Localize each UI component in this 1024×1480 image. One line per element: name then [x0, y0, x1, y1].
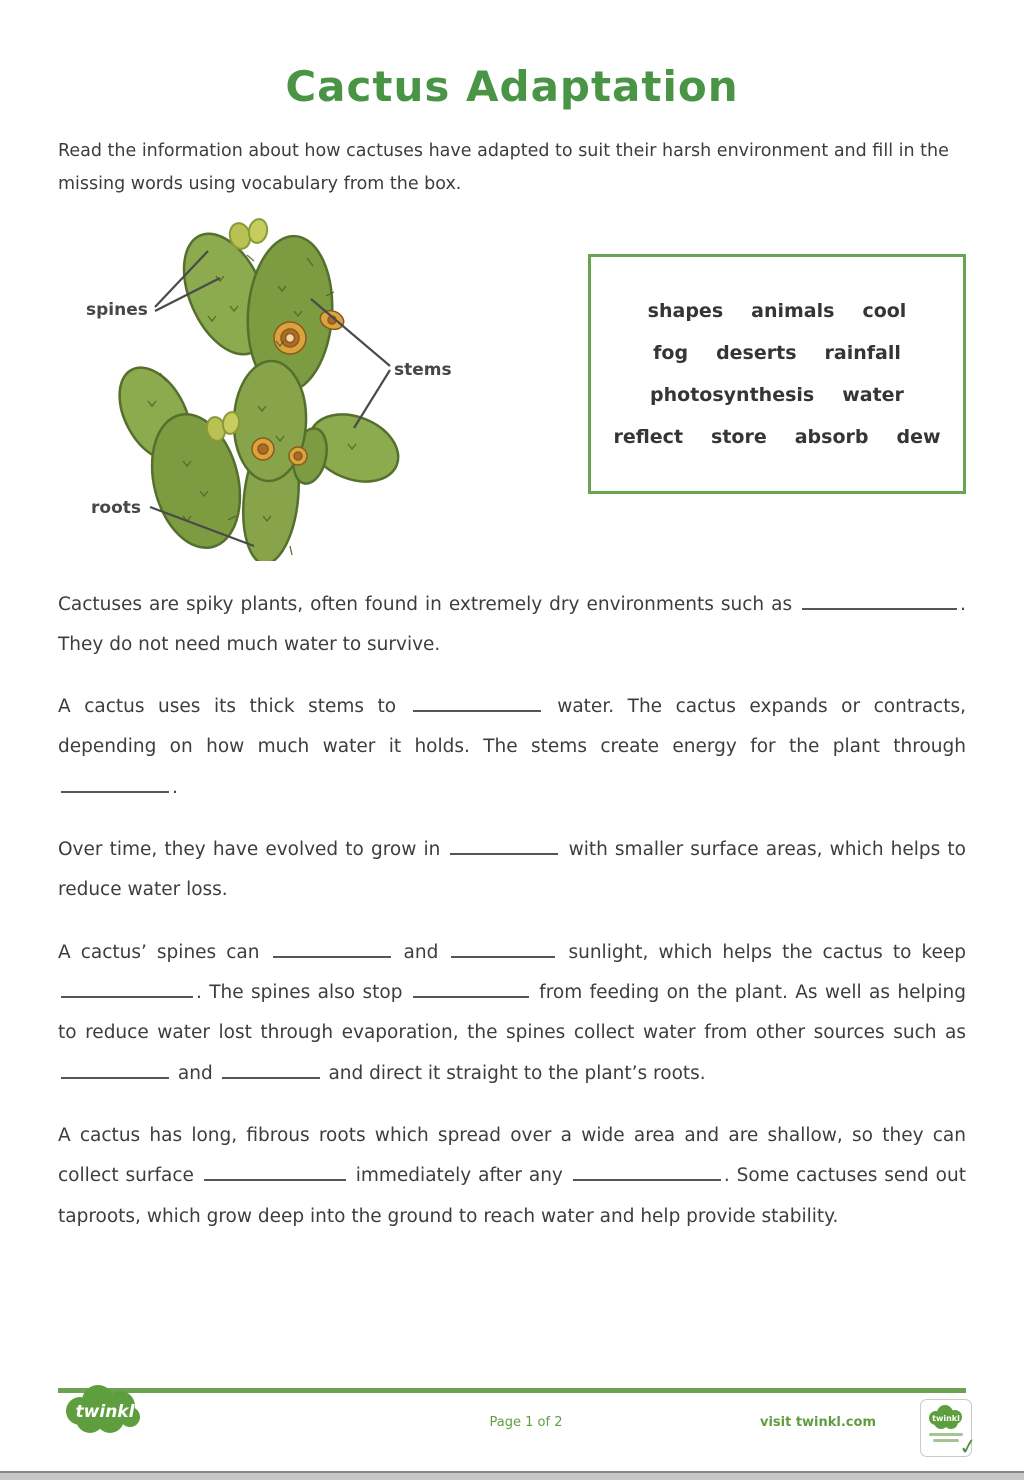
cactus-illustration [58, 216, 528, 561]
label-stems: stems [394, 359, 452, 380]
paragraph-roots: A cactus has long, fibrous roots which spread over a wide area and are shallow, so they can collect surface immediately after any . Some cactuses send out taproots, which grow deep into the ground to reach water and help provide stability. [58, 1125, 966, 1227]
blank-line [573, 1171, 721, 1181]
blank-line [451, 948, 555, 958]
worksheet-body [58, 585, 966, 1260]
word-bank-item: reflect [613, 425, 684, 448]
blank-line [61, 988, 193, 998]
twinkl-logo-text: twinkl [75, 1402, 135, 1422]
paragraph-shapes: Over time, they have evolved to grow in with smaller surface areas, which helps to reduce water loss. [58, 839, 966, 901]
word-bank-row [605, 384, 949, 406]
word-bank-item: cool [862, 299, 907, 322]
paragraph-stems: A cactus uses its thick stems to water. The cactus expands or contracts, depending on how much water it holds. The stems create energy for the plant through . [58, 696, 966, 798]
word-bank-item: photosynthesis [650, 383, 815, 406]
cactus-diagram [58, 216, 528, 561]
word-bank-item: shapes [647, 299, 724, 322]
paragraph-spines: A cactus’ spines can and sunlight, which helps the cactus to keep . The spines also stop from feeding on the plant. As well as helping to reduce water lost through evaporation, the spines collect water from other sources such as and and direct it straight to the plant’s roots. [58, 941, 967, 1084]
twinkl-cloud-icon [58, 1381, 154, 1437]
label-roots: roots [91, 497, 141, 518]
word-bank-row [605, 426, 949, 448]
word-bank-item: animals [751, 299, 835, 322]
word-bank-item: fog [653, 341, 689, 364]
quality-badge [920, 1399, 979, 1462]
blank-line [413, 702, 541, 712]
word-bank-row [605, 342, 949, 364]
blank-line [61, 1069, 169, 1079]
badge-cloud-icon [926, 1404, 966, 1430]
instructions-text: Read the information about how cactuses have adapted to suit their harsh environment and fill in the missing words using vocabulary from the box. [58, 141, 949, 195]
blank-line [61, 783, 169, 793]
diagram-section [58, 216, 966, 561]
badge-text-line [933, 1439, 959, 1442]
word-bank-item: deserts [716, 341, 797, 364]
word-bank-box [588, 254, 966, 494]
word-bank-item: water [842, 383, 904, 406]
blank-line [204, 1171, 346, 1181]
page-number: Page 1 of 2 [489, 1415, 563, 1430]
blank-line [413, 988, 529, 998]
footer [58, 1393, 994, 1471]
twinkl-logo [58, 1381, 154, 1441]
blank-line [273, 948, 391, 958]
blank-line [222, 1069, 320, 1079]
blank-line [802, 599, 957, 609]
word-bank-item: store [711, 425, 767, 448]
visit-twinkl-link[interactable]: visit twinkl.com [759, 1415, 876, 1430]
word-bank-item: dew [896, 425, 941, 448]
word-bank-item: absorb [794, 425, 869, 448]
page-title: Cactus Adaptation [285, 62, 739, 111]
label-spines: spines [86, 299, 148, 320]
word-bank-row [605, 300, 949, 322]
blank-line [450, 845, 558, 855]
scrollbar-track [0, 1471, 1024, 1480]
badge-check-icon: ✓ [956, 1433, 979, 1462]
badge-logo-text: twinkl [932, 1414, 960, 1423]
word-bank-item: rainfall [824, 341, 901, 364]
paragraph-deserts: Cactuses are spiky plants, often found in extremely dry environments such as . They do not need much water to survive. [58, 593, 966, 655]
